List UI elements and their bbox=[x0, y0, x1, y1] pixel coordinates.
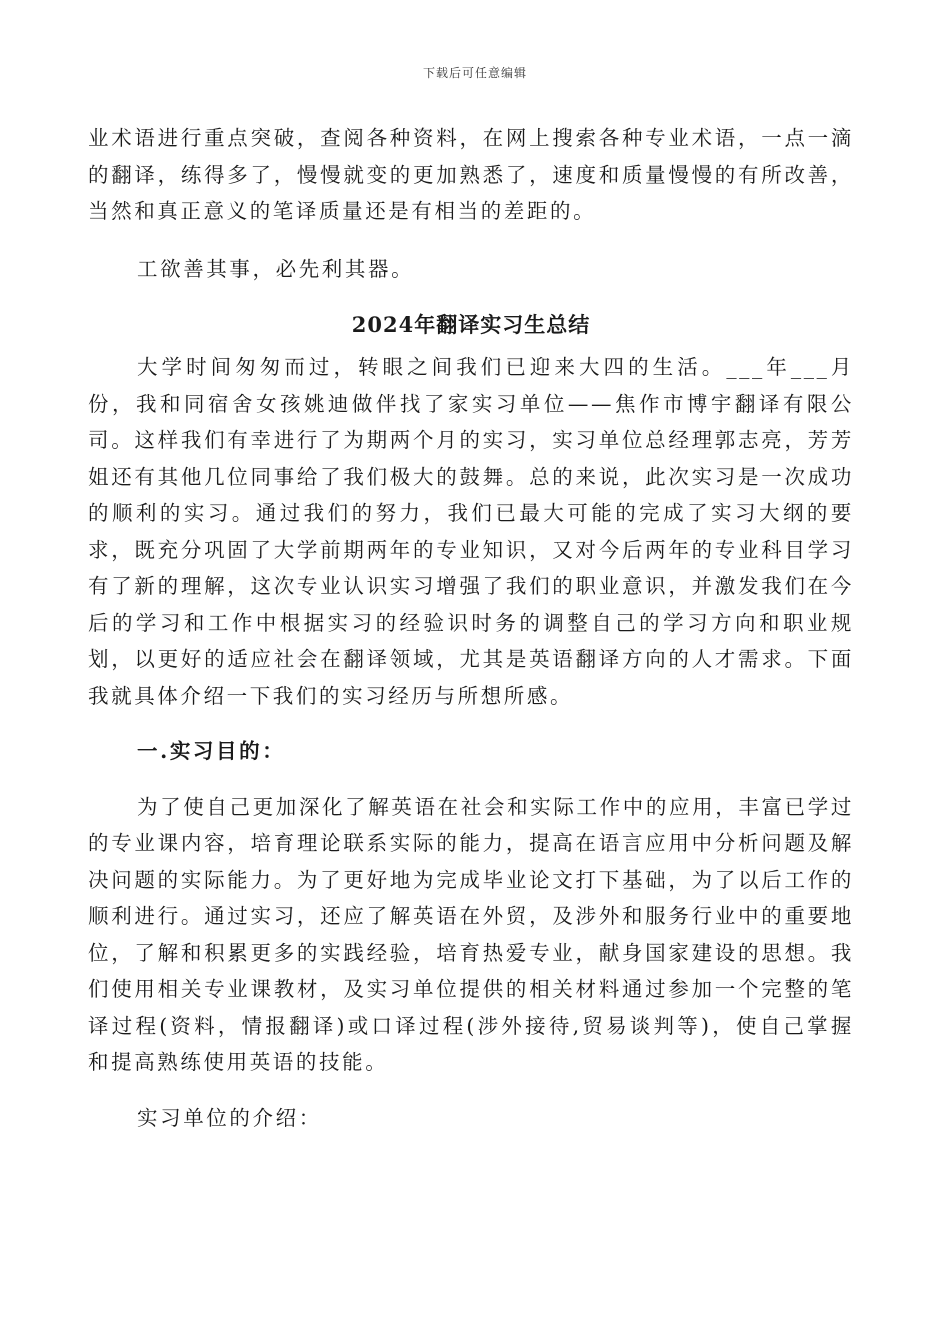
document-title: 2024年翻译实习生总结 bbox=[351, 312, 591, 337]
document-body bbox=[88, 120, 854, 1136]
paragraph-purpose: 为了使自己更加深化了解英语在社会和实际工作中的应用，丰富已学过的专业课内容，培育理论联系实际的能力，提高在语言应用中分析问题及解决问题的实际能力。为了更好地为完成毕业论文打下基础，为了以后工作的顺利进行。通过实习，还应了解英语在外贸，及涉外和服务行业中的重要地位，了解和积累更多的实践经验，培育热爱专业，献身国家建设的思想。我们使用相关专业课教材，及实习单位提供的相关材料通过参加一个完整的笔译过程(资料，情报翻译)或口译过程(涉外接待,贸易谈判等)，使自己掌握和提高熟练使用英语的技能。 bbox=[88, 794, 854, 1074]
page-header-note: 下载后可任意编辑 bbox=[422, 66, 527, 80]
paragraph-continuation: 业术语进行重点突破，查阅各种资料，在网上搜索各种专业术语，一点一滴的翻译，练得多了，慢慢就变的更加熟悉了，速度和质量慢慢的有所改善，当然和真正意义的笔译质量还是有相当的差距的。 bbox=[88, 126, 854, 223]
paragraph-proverb: 工欲善其事，必先利其器。 bbox=[137, 256, 415, 281]
paragraph-intro: 大学时间匆匆而过，转眼之间我们已迎来大四的生活。___年___月份，我和同宿舍女孩姚迪做伴找了家实习单位——焦作市博宇翻译有限公司。这样我们有幸进行了为期两个月的实习，实习单位总经理郭志亮，芳芳姐还有其他几位同事给了我们极大的鼓舞。总的来说，此次实习是一次成功的顺利的实习。通过我们的努力，我们已最大可能的完成了实习大纲的要求，既充分巩固了大学前期两年的专业知识，又对今后两年的专业科目学习有了新的理解，这次专业认识实习增强了我们的职业意识，并激发我们在今后的学习和工作中根据实习的经验识时务的调整自己的学习方向和职业规划，以更好的适应社会在翻译领域，尤其是英语翻译方向的人才需求。下面我就具体介绍一下我们的实习经历与所想所感。 bbox=[88, 355, 854, 708]
section-heading-unit-intro: 实习单位的介绍： bbox=[137, 1105, 322, 1130]
section-heading-purpose: 一.实习目的： bbox=[137, 739, 286, 763]
